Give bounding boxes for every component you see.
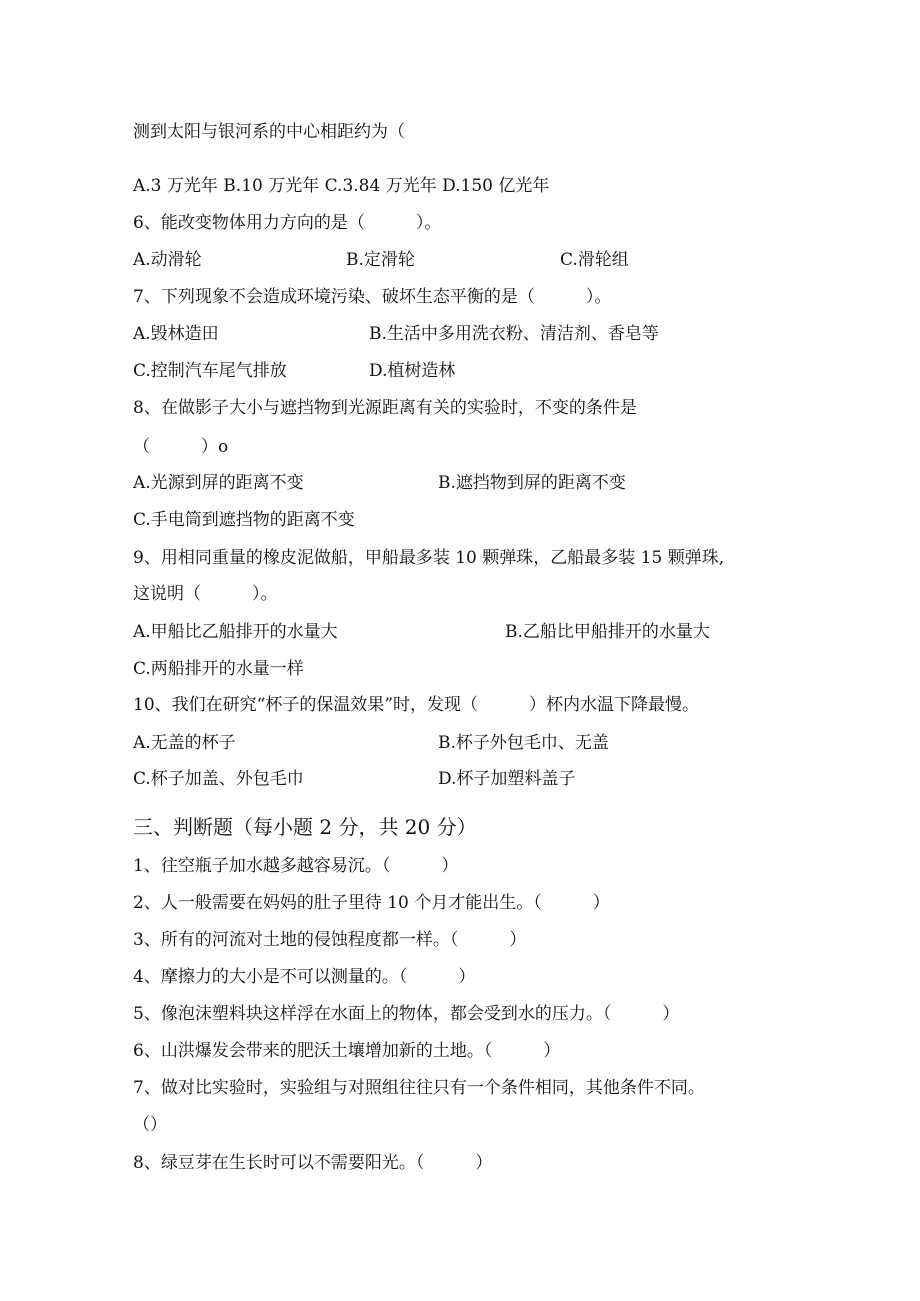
question-8-stem: 8、在做影子大小与遮挡物到光源距离有关的实验时，不变的条件是 — [133, 398, 637, 418]
question-8-option-b: B.遮挡物到屏的距离不变 — [438, 473, 626, 493]
question-10-option-c: C.杯子加盖、外包毛巾 — [133, 769, 304, 789]
question-7-option-b: B.生活中多用洗衣粉、清洁剂、香皂等 — [369, 324, 659, 344]
section-3-title: 三、判断题（每小题 2 分，共 20 分） — [133, 815, 477, 839]
judge-item-3: 3、所有的河流对土地的侵蚀程度都一样。（ ） — [133, 930, 527, 950]
question-8-blank: （ ）o — [133, 437, 229, 457]
question-5-options: A.3 万光年 B.10 万光年 C.3.84 万光年 D.150 亿光年 — [133, 176, 550, 196]
question-5-stem-tail: 测到太阳与银河系的中心相距约为（ — [133, 122, 405, 142]
question-8-option-a: A.光源到屏的距离不变 — [133, 473, 304, 493]
question-9-option-c: C.两船排开的水量一样 — [133, 659, 304, 679]
question-6-option-a: A.动滑轮 — [133, 250, 202, 270]
judge-item-2: 2、人一般需要在妈妈的肚子里待 10 个月才能出生。（ ） — [133, 893, 610, 913]
question-9-option-a: A.甲船比乙船排开的水量大 — [133, 622, 338, 642]
judge-item-7-blank: （） — [133, 1115, 167, 1135]
question-10-option-a: A.无盖的杯子 — [133, 733, 236, 753]
question-7-option-c: C.控制汽车尾气排放 — [133, 361, 287, 381]
judge-item-8: 8、绿豆芽在生长时可以不需要阳光。（ ） — [133, 1153, 493, 1173]
question-6-option-b: B.定滑轮 — [346, 250, 415, 270]
question-9-stem: 9、用相同重量的橡皮泥做船，甲船最多装 10 颗弹珠，乙船最多装 15 颗弹珠, — [133, 548, 725, 568]
question-6-option-c: C.滑轮组 — [560, 250, 629, 270]
question-10-option-d: D.杯子加塑料盖子 — [438, 769, 576, 789]
question-9-option-b: B.乙船比甲船排开的水量大 — [505, 622, 710, 642]
judge-item-7: 7、做对比实验时，实验组与对照组往往只有一个条件相同，其他条件不同。 — [133, 1078, 705, 1098]
question-7-stem: 7、下列现象不会造成环境污染、破坏生态平衡的是（ ）。 — [133, 287, 612, 307]
question-10-option-b: B.杯子外包毛巾、无盖 — [438, 733, 609, 753]
question-6-stem: 6、能改变物体用力方向的是（ ）。 — [133, 213, 442, 233]
judge-item-5: 5、像泡沫塑料块这样浮在水面上的物体，都会受到水的压力。（ ） — [133, 1004, 680, 1024]
judge-item-6: 6、山洪爆发会带来的肥沃土壤增加新的土地。（ ） — [133, 1041, 561, 1061]
question-8-option-c: C.手电筒到遮挡物的距离不变 — [133, 510, 355, 530]
judge-item-1: 1、往空瓶子加水越多越容易沉。（ ） — [133, 856, 459, 876]
question-7-option-a: A.毁林造田 — [133, 324, 219, 344]
judge-item-4: 4、摩擦力的大小是不可以测量的。（ ） — [133, 967, 476, 987]
question-7-option-d: D.植树造林 — [369, 361, 456, 381]
question-9-stem-cont: 这说明（ ）。 — [133, 584, 278, 604]
question-10-stem: 10、我们在研究“杯子的保温效果”时，发现（ ）杯内水温下降最慢。 — [133, 695, 700, 715]
